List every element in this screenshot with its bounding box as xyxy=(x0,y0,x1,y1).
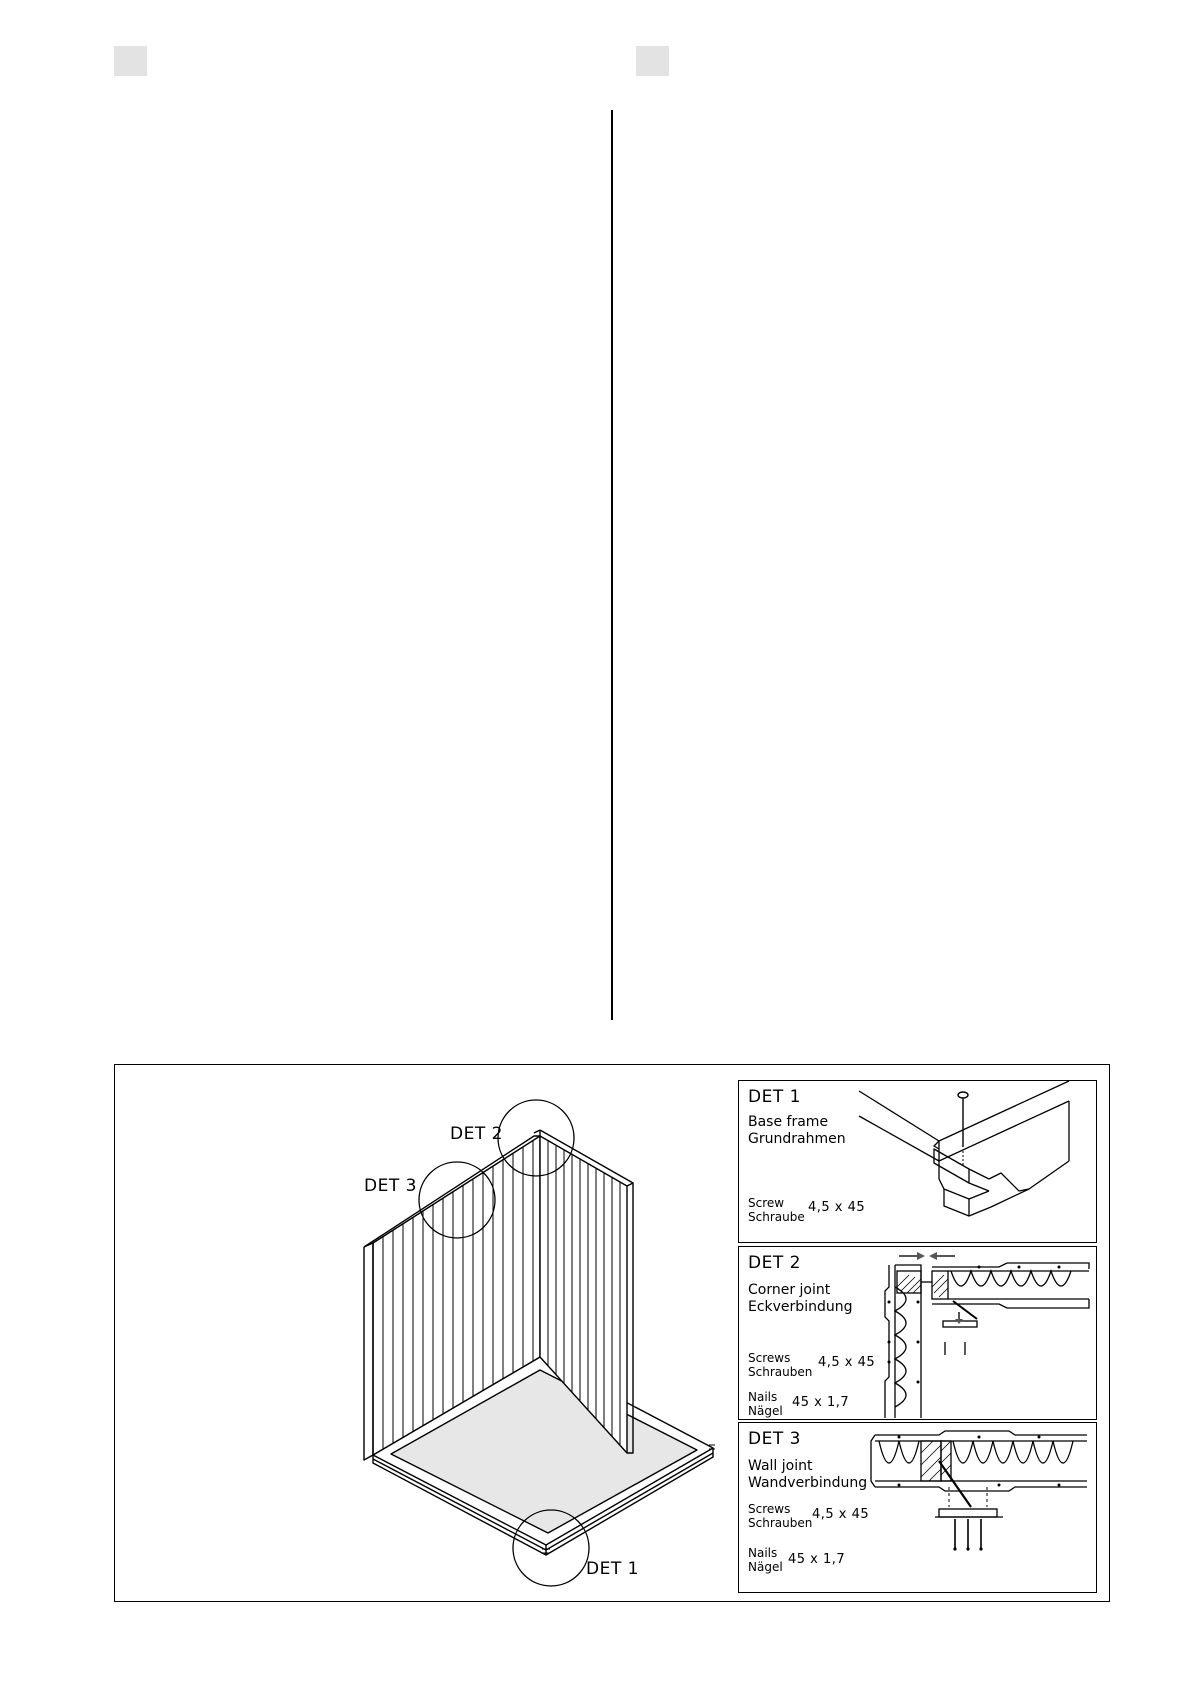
det2-line1: Corner joint xyxy=(748,1282,831,1298)
det1-fastener-size: 4,5 x 45 xyxy=(808,1200,866,1215)
det3-nails-de: Nägel xyxy=(748,1560,783,1574)
det3-line2: Wandverbindung xyxy=(748,1475,868,1491)
det2-nails-de: Nägel xyxy=(748,1404,783,1418)
det2-line2: Eckverbindung xyxy=(748,1299,853,1315)
det3-screws-size: 4,5 x 45 xyxy=(812,1507,870,1522)
det1-title: DET 1 xyxy=(748,1087,801,1107)
det3-callout-label: DET 3 xyxy=(364,1176,417,1196)
det2-callout-label: DET 2 xyxy=(450,1124,503,1144)
det3-nails-size: 45 x 1,7 xyxy=(788,1552,846,1567)
det1-line1: Base frame xyxy=(748,1114,829,1130)
page-marker-right xyxy=(636,46,669,76)
assembly-figure xyxy=(114,1064,1110,1602)
det2-nails-en: Nails xyxy=(748,1390,778,1404)
det2-title: DET 2 xyxy=(748,1253,801,1273)
column-divider xyxy=(611,110,613,1020)
det3-nails-en: Nails xyxy=(748,1546,778,1560)
det1-fastener-de: Schraube xyxy=(748,1210,805,1224)
det2-panel xyxy=(738,1246,1097,1420)
det3-line1: Wall joint xyxy=(748,1458,813,1474)
det1-callout-label: DET 1 xyxy=(586,1559,639,1579)
det1-panel xyxy=(738,1080,1097,1243)
det1-line2: Grundrahmen xyxy=(748,1131,846,1147)
det2-nails-size: 45 x 1,7 xyxy=(792,1395,850,1410)
det3-panel xyxy=(738,1422,1097,1593)
det2-screws-de: Schrauben xyxy=(748,1365,813,1379)
page-marker-left xyxy=(114,46,147,76)
det3-screws-en: Screws xyxy=(748,1502,791,1516)
det3-screws-de: Schrauben xyxy=(748,1516,813,1530)
det3-title: DET 3 xyxy=(748,1429,801,1449)
det2-screws-en: Screws xyxy=(748,1351,791,1365)
det2-screws-size: 4,5 x 45 xyxy=(818,1355,876,1370)
det1-fastener-en: Screw xyxy=(748,1196,785,1210)
